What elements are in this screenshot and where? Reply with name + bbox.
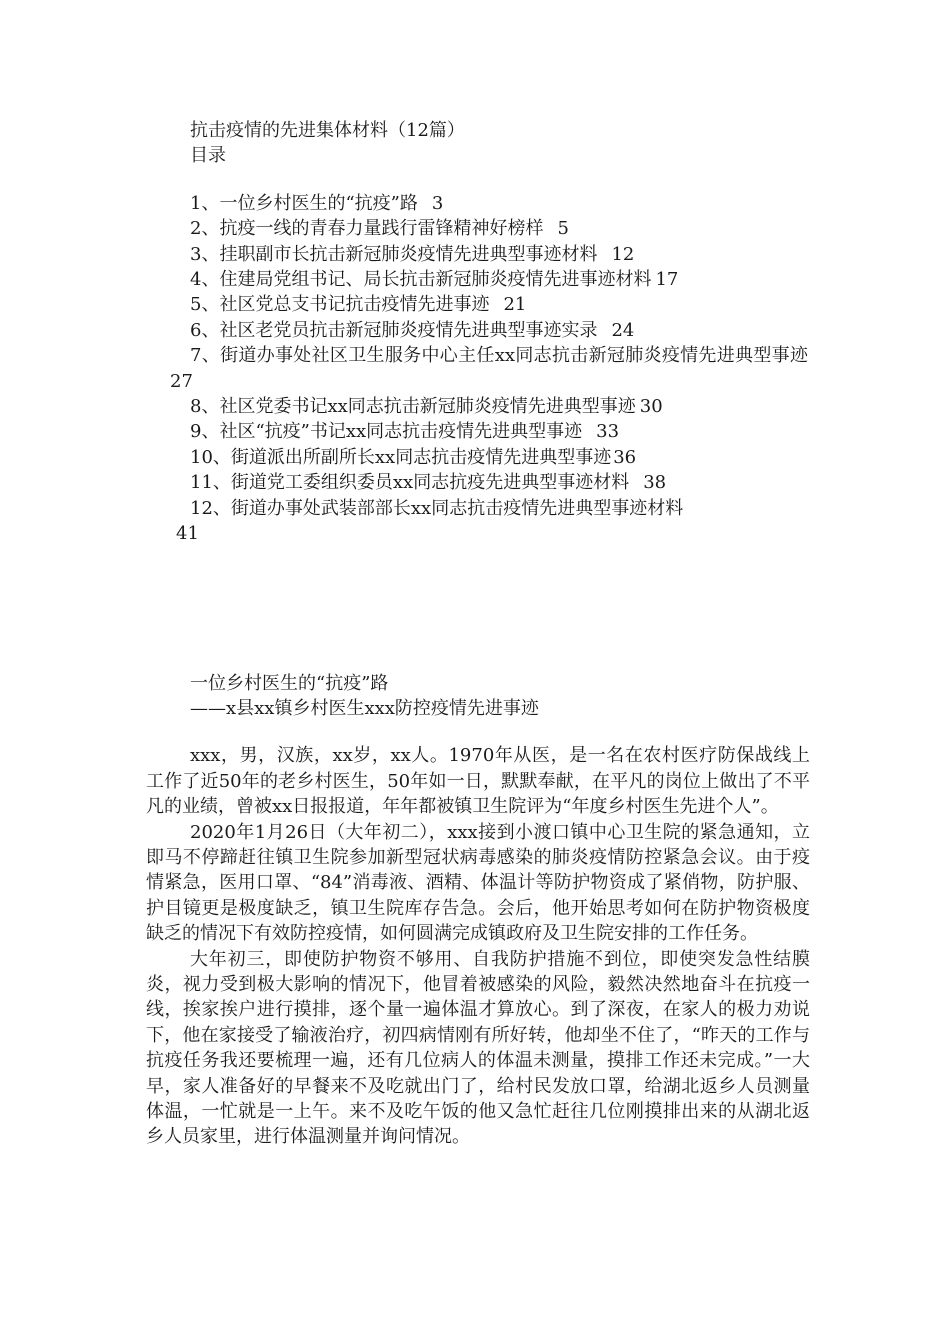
toc-item-label: 1、一位乡村医生的“抗疫”路	[190, 192, 418, 214]
document-title: 抗击疫情的先进集体材料（12篇）	[190, 120, 465, 141]
toc-item-label: 2、抗疫一线的青春力量践行雷锋精神好榜样	[190, 218, 544, 240]
toc-item-label: 4、住建局党组书记、局长抗击新冠肺炎疫情先进事迹材料	[190, 269, 652, 291]
toc-item-page: 38	[643, 472, 667, 494]
toc-item-label: 7、街道办事处社区卫生服务中心主任xx同志抗击新冠肺炎疫情先进典型事迹	[190, 345, 808, 367]
toc-item-3[interactable]	[146, 242, 810, 267]
toc-item-page: 24	[611, 319, 635, 341]
toc-item-11[interactable]	[146, 470, 810, 495]
spacer	[146, 547, 810, 671]
article-body	[146, 743, 810, 1150]
article-subtitle: ——x县xx镇乡村医生xxx防控疫情先进事迹	[190, 697, 539, 719]
toc-item-label: 9、社区“抗疫”书记xx同志抗击疫情先进典型事迹	[190, 421, 583, 443]
article-title: 一位乡村医生的“抗疫”路	[190, 672, 389, 694]
toc-item-label: 3、挂职副市长抗击新冠肺炎疫情先进典型事迹材料	[190, 243, 598, 265]
toc-item-page: 3	[431, 192, 444, 214]
toc-item-label: 5、社区党总支书记抗击疫情先进事迹	[190, 294, 490, 316]
article-paragraph-3: 大年初三，即使防护物资不够用、自我防护措施不到位，即使突发急性结膜炎，视力受到极大影响的情况下，他冒着被感染的风险，毅然决然地奋斗在抗疫一线，挨家挨户进行摸排，逐个量一遍体温才算放心。到了深夜，在家人的极力劝说下，他在家接受了输液治疗，初四病情刚有所好转，他却坐不住了，“昨天的工作与抗疫任务我还要梳理一遍，还有几位病人的体温未测量，摸排工作还未完成。”一大早，家人准备好的早餐来不及吃就出门了，给村民发放口罩，给湖北返乡人员测量体温，一忙就是一上午。来不及吃午饭的他又急忙赶往几位刚摸排出来的从湖北返乡人员家里，进行体温测量并询问情况。	[146, 948, 810, 1148]
toc-item-4[interactable]	[146, 267, 810, 292]
toc-item-page: 17	[655, 269, 679, 291]
document-page	[146, 118, 810, 1150]
toc-item-page: 33	[596, 421, 620, 443]
toc-item-page: 30	[639, 396, 663, 418]
article-paragraph-2: 2020年1月26日（大年初二），xxx接到小渡口镇中心卫生院的紧急通知，立即马不停蹄赶往镇卫生院参加新型冠状病毒感染的肺炎疫情防控紧急会议。由于疫情紧急，医用口罩、“84”消毒液、酒精、体温计等防护物资成了紧俏物，防护服、护目镜更是极度缺乏，镇卫生院库存告急。会后，他开始思考如何在防护物资极度缺乏的情况下有效防控疫情，如何圆满完成镇政府及卫生院安排的工作任务。	[146, 821, 810, 945]
toc-item-page: 12	[611, 243, 635, 265]
toc-item-label: 8、社区党委书记xx同志抗击新冠肺炎疫情先进典型事迹	[190, 396, 636, 418]
toc-item-page: 5	[557, 218, 569, 240]
toc-item-12[interactable]	[146, 496, 810, 521]
toc-item-label: 12、街道办事处武装部部长xx同志抗击疫情先进典型事迹材料	[190, 497, 684, 519]
toc-item-1[interactable]	[146, 191, 810, 216]
article-paragraph-1: xxx，男，汉族，xx岁，xx人。1970年从医，是一名在农村医疗防保战线上工作了近50年的老乡村医生，50年如一日，默默奉献，在平凡的岗位上做出了不平凡的业绩，曾被xx日报报道，年年都被镇卫生院评为“年度乡村医生先进个人”。	[146, 745, 810, 818]
toc-item-label: 10、街道派出所副所长xx同志抗击疫情先进典型事迹	[190, 446, 612, 468]
toc-item-2[interactable]	[146, 216, 810, 241]
toc-item-6[interactable]	[146, 318, 810, 343]
toc-item-5[interactable]	[146, 292, 810, 317]
spacer	[146, 169, 810, 191]
toc-item-12-page[interactable]: 41	[176, 523, 199, 545]
spacer	[146, 721, 810, 743]
toc-item-label: 11、街道党工委组织委员xx同志抗疫先进典型事迹材料	[190, 472, 630, 494]
toc-item-7[interactable]	[146, 343, 808, 394]
toc-item-10[interactable]	[146, 445, 810, 470]
toc-item-8[interactable]	[146, 394, 810, 419]
table-of-contents	[146, 191, 810, 547]
toc-item-9[interactable]	[146, 419, 810, 444]
toc-item-page: 21	[503, 294, 527, 316]
toc-item-page: 36	[613, 446, 637, 468]
toc-heading: 目录	[190, 145, 226, 167]
toc-item-page: 27	[170, 370, 193, 392]
toc-item-label: 6、社区老党员抗击新冠肺炎疫情先进典型事迹实录	[190, 319, 598, 341]
